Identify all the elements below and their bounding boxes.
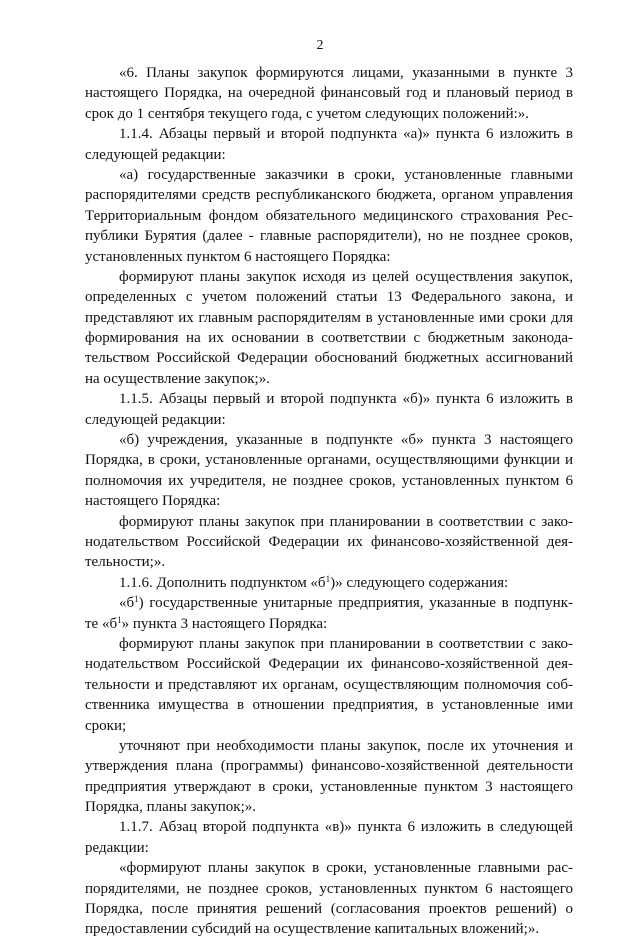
text-line bbox=[85, 858, 573, 878]
text-line-content: 1.1.5. Абзацы первый и второй подпункта «б)» пункта 6 изложить в bbox=[119, 391, 573, 408]
text-line bbox=[85, 634, 573, 654]
text-line bbox=[85, 471, 573, 491]
text-line bbox=[85, 410, 573, 430]
text-line-content: те «б bbox=[85, 615, 118, 632]
text-line bbox=[85, 185, 573, 205]
text-line-content: «формируют планы закупок в сроки, установленные главными рас- bbox=[119, 860, 573, 877]
text-line-content: тельности и представляют их органам, осуществляющим полномочия соб- bbox=[85, 676, 573, 693]
page-number: 2 bbox=[316, 38, 324, 53]
text-line bbox=[85, 104, 573, 124]
text-line bbox=[85, 675, 573, 695]
text-line-content: формируют планы закупок при планировании в соответствии с зако- bbox=[119, 635, 573, 652]
text-line bbox=[85, 736, 573, 756]
text-line bbox=[85, 919, 573, 939]
text-line bbox=[85, 328, 573, 348]
text-line-content: «а) государственные заказчики в сроки, установленные главными bbox=[119, 166, 573, 183]
text-line bbox=[85, 716, 573, 736]
text-line bbox=[85, 430, 573, 450]
text-line-content: распорядителями средств республиканского бюджета, органом управления bbox=[85, 187, 573, 204]
text-line bbox=[85, 369, 573, 389]
text-line bbox=[85, 287, 573, 307]
text-line-content: формирования на их основании в соответствии с бюджетным законода- bbox=[85, 330, 573, 347]
text-line-tail: ) государственные унитарные предприятия, указанные в подпунк- bbox=[138, 595, 573, 612]
text-line bbox=[85, 247, 573, 267]
text-line-content: следующей редакции: bbox=[85, 411, 226, 428]
text-line-content: 1.1.7. Абзац второй подпункта «в)» пункта 6 изложить в следующей bbox=[119, 819, 573, 836]
text-line-content: сроки; bbox=[85, 717, 127, 734]
text-line-content: формируют планы закупок исходя из целей осуществления закупок, bbox=[119, 268, 573, 285]
text-line-content: утверждения плана (программы) финансово-хозяйственной деятельности bbox=[85, 758, 573, 775]
text-line-content: Территориальным фондом обязательного медицинского страхования Рес- bbox=[85, 207, 573, 224]
text-line-content: предприятия утверждают в сроки, установленные пунктом 3 настоящего bbox=[85, 778, 573, 795]
text-line-content: нодательством Российской Федерации их финансово-хозяйственной дея- bbox=[85, 656, 573, 673]
text-line bbox=[85, 206, 573, 226]
text-line bbox=[85, 879, 573, 899]
text-line bbox=[85, 899, 573, 919]
text-line bbox=[85, 165, 573, 185]
text-line bbox=[85, 817, 573, 837]
text-line-content: «б bbox=[119, 595, 135, 612]
text-line-content: Порядка, планы закупок;». bbox=[85, 799, 256, 816]
text-line bbox=[85, 797, 573, 817]
text-line bbox=[85, 512, 573, 532]
text-line-content: определенных с учетом положений статьи 13 Федерального закона, и bbox=[85, 289, 573, 306]
text-line bbox=[85, 308, 573, 328]
text-line bbox=[85, 532, 573, 552]
text-line bbox=[85, 654, 573, 674]
document-body bbox=[85, 63, 573, 940]
superscript: 1 bbox=[134, 594, 139, 605]
superscript: 1 bbox=[117, 614, 122, 625]
text-line-tail: » пункта 3 настоящего Порядка: bbox=[121, 615, 328, 632]
text-line-content: 1.1.6. Дополнить подпунктом «б bbox=[119, 574, 326, 591]
text-line bbox=[85, 348, 573, 368]
text-line bbox=[85, 63, 573, 83]
text-line-content: уточняют при необходимости планы закупок, после их уточнения и bbox=[119, 737, 573, 754]
text-line bbox=[85, 124, 573, 144]
text-line-content: предоставлении субсидий на осуществление капитальных вложений;». bbox=[85, 921, 540, 938]
text-line bbox=[85, 552, 573, 572]
text-line bbox=[85, 777, 573, 797]
text-line bbox=[85, 267, 573, 287]
text-line-content: нодательством Российской Федерации их финансово-хозяйственной дея- bbox=[85, 533, 573, 550]
text-line bbox=[85, 593, 573, 613]
text-line bbox=[85, 226, 573, 246]
text-line-content: редакции: bbox=[85, 839, 149, 856]
text-line-content: формируют планы закупок при планировании в соответствии с зако- bbox=[119, 513, 573, 530]
text-line bbox=[85, 83, 573, 103]
text-line-content: тельством Российской Федерации обоснований бюджетных ассигнований bbox=[85, 350, 573, 367]
text-line-content: полномочия их учредителя, не позднее сроков, установленных пунктом 6 bbox=[85, 472, 573, 489]
text-line-content: публики Бурятия (далее - главные распорядители), но не позднее сроков, bbox=[85, 228, 573, 245]
text-line bbox=[85, 838, 573, 858]
text-line bbox=[85, 756, 573, 776]
text-line bbox=[85, 695, 573, 715]
text-line bbox=[85, 491, 573, 511]
text-line-content: представляют их главным распорядителям в установленные ими сроки для bbox=[85, 309, 573, 326]
text-line-content: порядителями, не позднее сроков, установленных пунктом 6 настоящего bbox=[85, 880, 573, 897]
superscript: 1 bbox=[325, 573, 331, 584]
text-line-content: настоящего Порядка: bbox=[85, 493, 221, 510]
text-line-content: следующей редакции: bbox=[85, 146, 226, 163]
text-line-content: установленных пунктом 6 настоящего Порядка: bbox=[85, 248, 391, 265]
text-line-content: «б) учреждения, указанные в подпункте «б» пункта 3 настоящего bbox=[119, 432, 573, 449]
text-line bbox=[85, 614, 573, 634]
text-line-content: срок до 1 сентября текущего года, с учетом следующих положений:». bbox=[85, 105, 530, 122]
text-line bbox=[85, 450, 573, 470]
text-line-content: Порядка, после принятия решений (согласования проектов решений) о bbox=[85, 901, 573, 918]
text-line bbox=[85, 145, 573, 165]
text-line-content: ственника имущества в отношении предприятия, в установленные ими bbox=[85, 697, 573, 714]
text-line-content: настоящего Порядка, на очередной финансовый год и плановый период в bbox=[85, 85, 573, 102]
text-line-content: на осуществление закупок;». bbox=[85, 370, 270, 387]
text-line-content: «6. Планы закупок формируются лицами, указанными в пункте 3 bbox=[119, 65, 573, 81]
text-line bbox=[85, 573, 573, 593]
text-line-content: Порядка, в сроки, установленные органами, осуществляющими функции и bbox=[85, 452, 573, 469]
text-line bbox=[85, 389, 573, 409]
text-line-content: тельности;». bbox=[85, 554, 166, 571]
text-line-content: 1.1.4. Абзацы первый и второй подпункта «а)» пункта 6 изложить в bbox=[119, 126, 573, 143]
text-line-tail: )» следующего содержания: bbox=[330, 574, 509, 591]
